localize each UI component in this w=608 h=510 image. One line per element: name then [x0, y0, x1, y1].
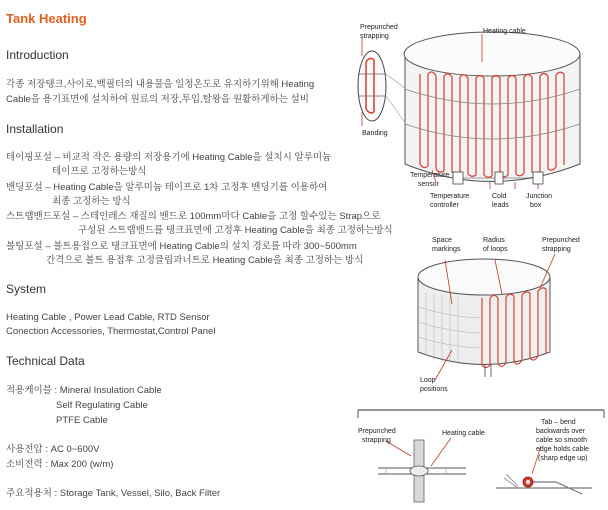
d3-prepunched-1: Prepunched [358, 428, 396, 435]
cable-line-2: Self Regulating Cable [56, 400, 148, 411]
d3-tab-3: cable so smooth [536, 437, 587, 444]
technical-heading: Technical Data [6, 354, 85, 368]
d3-tab-2: backwards over [536, 428, 586, 435]
install-line-3: 밴딩포설 – Heating Cable을 알루미늄 테이프로 1차 고정후 밴딩기를 이용하여 [6, 182, 328, 193]
d1-banding: Banding [362, 130, 388, 137]
d3-tab-1: Tab – bend [541, 419, 576, 426]
d1-junction-box-1: Junction [526, 193, 553, 200]
d2-loop-positions-2: positions [420, 386, 448, 393]
d1-prepunched-1: Prepunched [360, 24, 398, 31]
d1-cold-leads-2: leads [492, 202, 509, 209]
d3-tab-5: (sharp edge up) [538, 455, 588, 462]
d3-prepunched-2: strapping [362, 437, 391, 444]
page-title: Tank Heating [6, 11, 87, 26]
d2-radius-loops-1: Radius [483, 237, 505, 244]
voltage-line: 사용전압 : AC 0~600V [6, 444, 100, 455]
d2-loop-positions-1: Loop [420, 377, 436, 384]
cable-line-3: PTFE Cable [56, 415, 108, 426]
install-line-6: 구성된 스트랩밴드를 탱크표면에 고정후 Heating Cable을 최종 고정하는방식 [78, 225, 393, 236]
d1-temp-sensor-1: Temperature [410, 172, 450, 179]
d1-heating-cable: Heating cable [483, 28, 526, 35]
d2-space-markings-1: Space [432, 237, 452, 244]
d1-temp-controller-1: Temperature [430, 193, 470, 200]
d1-prepunched-2: strapping [360, 33, 389, 40]
tank-diagram-top [350, 14, 605, 222]
cable-line-1: 적용케이블 : Mineral Insulation Cable [6, 385, 162, 396]
install-line-2: 테이프로 고정하는방식 [52, 166, 147, 177]
install-line-1: 테이핑포설 – 비교적 작은 용량의 저장용기에 Heating Cable을 설치시 알루미늄 [6, 152, 332, 163]
install-line-8: 간격으로 볼트 용접후 고정클립과너트로 Heating Cable을 최종 고정하는 방식 [46, 255, 364, 266]
d2-prepunched-2: strapping [542, 246, 571, 253]
d1-cold-leads-1: Cold [492, 193, 507, 200]
intro-line-2: Cable을 용기표면에 설치하여 원료의 저장,투입,탈왕을 원활하게하는 설비 [6, 94, 309, 105]
installation-heading: Installation [6, 122, 64, 136]
d1-temp-controller-2: controller [430, 202, 459, 209]
system-line-1: Heating Cable , Power Lead Cable, RTD Sensor [6, 312, 210, 323]
system-heading: System [6, 282, 47, 296]
d2-prepunched-1: Prepunched [542, 237, 580, 244]
d1-junction-box-2: box [530, 202, 542, 209]
tank-diagram-middle [390, 232, 605, 397]
install-line-4: 최종 고정하는 방식 [52, 196, 131, 207]
d1-temp-sensor-2: sensor [418, 181, 440, 188]
d3-tab-4: edge holds cable [536, 446, 589, 453]
d2-radius-loops-2: of loops [483, 246, 508, 253]
intro-heading: Introduction [6, 48, 69, 62]
d3-heating-cable: Heating cable [442, 430, 485, 437]
intro-line-1: 각종 저장탱크,사이로,백필터의 내용물을 일정온도로 유지하기위해 Heating [6, 79, 315, 90]
usage-line: 주요적용처 : Storage Tank, Vessel, Silo, Back Filter [6, 488, 221, 499]
strapping-detail-diagram [356, 408, 606, 508]
d2-space-markings-2: markings [432, 246, 461, 253]
power-line: 소비전력 : Max 200 (w/m) [6, 459, 114, 470]
system-line-2: Conection Accessories, Thermostat,Control Panel [6, 326, 216, 337]
install-line-7: 볼팅포설 – 볼트용접으로 탱크표면에 Heating Cable의 설치 경로를 따라 300~500mm [6, 241, 357, 252]
install-line-5: 스트랩밴드포설 – 스테인레스 재질의 밴드로 100mm마다 Cable을 고정 할수있는 Strap으로 [6, 211, 381, 222]
